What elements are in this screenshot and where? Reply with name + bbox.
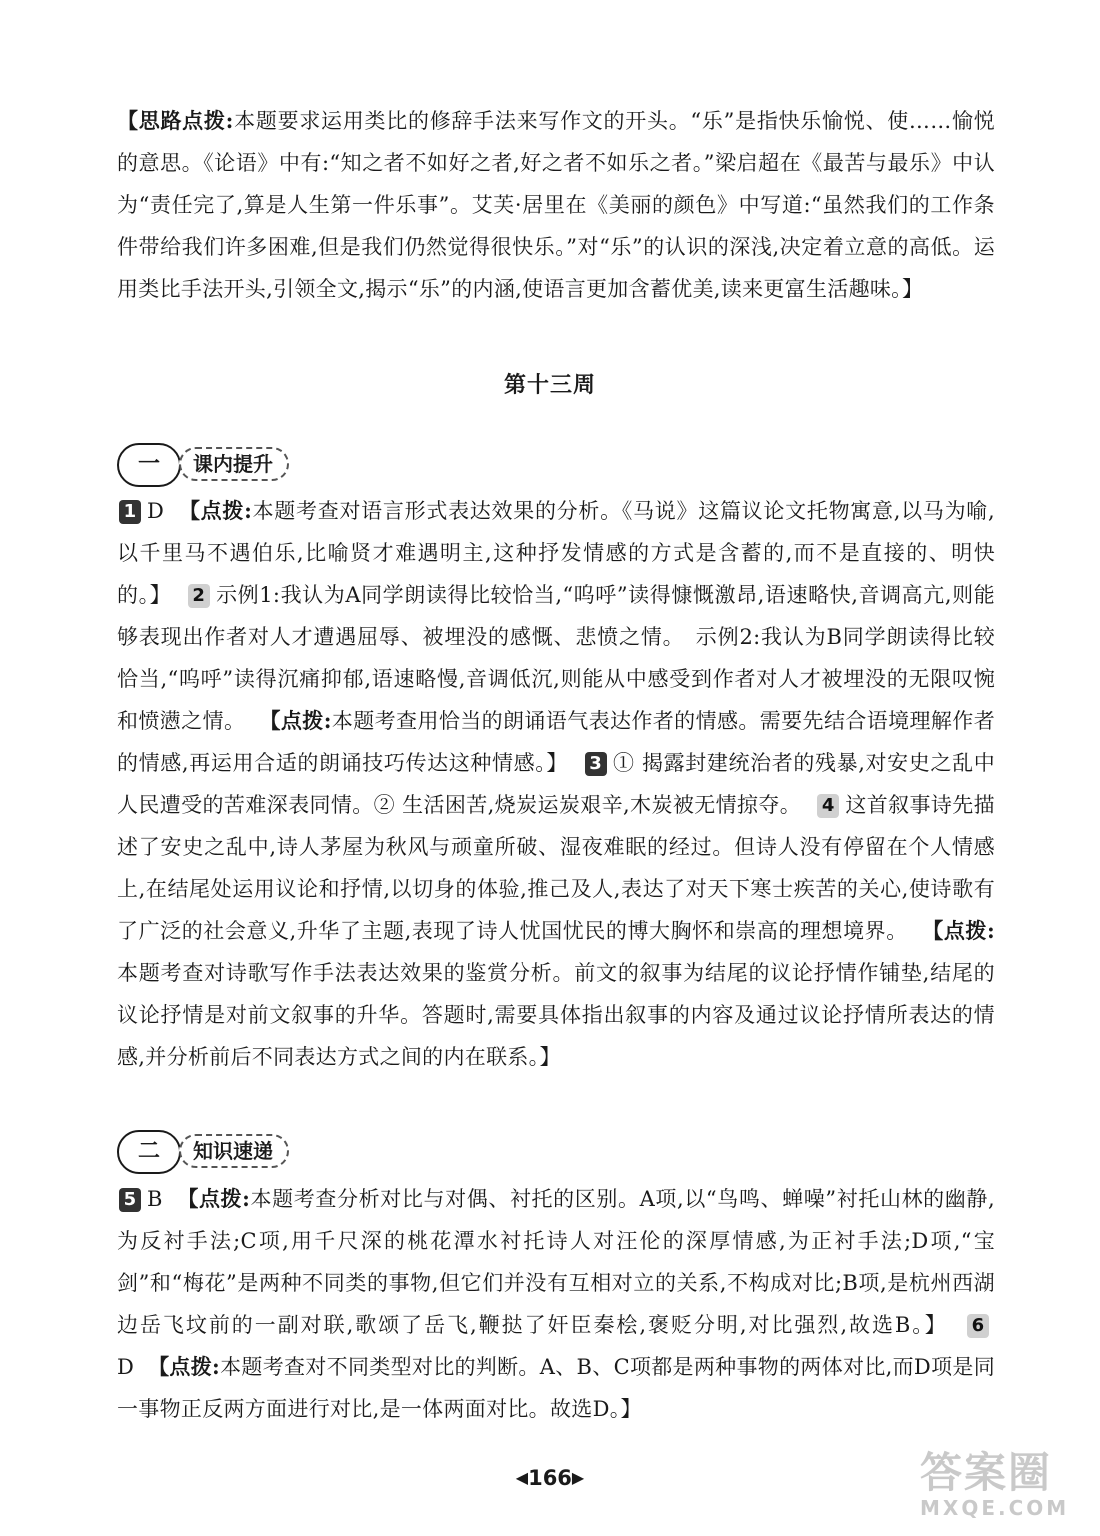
q6-tip-label: 【点拨: xyxy=(148,1354,221,1379)
left-triangle-icon: ◀ xyxy=(515,1468,529,1487)
intro-text: 本题要求运用类比的修辞手法来写作文的开头。“乐”是指快乐愉悦、使……愉悦的意思。《论语》中有:“知之者不如好之者,好之者不如乐之者。”梁启超在《最苦与最乐》中认为“责任完了,算是人生第一件乐事”。艾芙·居里在《美丽的颜色》中写道:“虽然我们的工作条件带给我们许多困难,但是我们仍然觉得很快乐。”对“乐”的认识的深浅,决定着立意的高低。运用类比手法开头,引领全文,揭示“乐”的内涵,使语言更加含蓄优美,读来更富生活趣味。】 xyxy=(117,109,995,301)
q4-tip-label: 【点拨: xyxy=(922,918,996,943)
watermark-logo xyxy=(920,1450,1090,1530)
q1-tip: 本题考查对语言形式表达效果的分析。《马说》这篇议论文托物寓意,以马为喻,以千里马不遇伯乐,比喻贤才难遇明主,这种抒发情感的方式是含蓄的,而不是直接的、明快的。】 xyxy=(117,499,995,607)
q1-tip-label: 【点拨: xyxy=(178,498,253,523)
week-title: 第十三周 xyxy=(503,372,596,398)
intro-label: 【思路点拨: xyxy=(117,108,234,133)
q4-tip: 本题考查对诗歌写作手法表达效果的鉴赏分析。前文的叙事为结尾的议论抒情作铺垫,结尾的议论抒情是对前文叙事的升华。答题时,需要具体指出叙事的内容及通过议论抒情所表达的情感,并分析前后不同表达方式之间的内在联系。】 xyxy=(117,961,995,1069)
q2-tip: 本题考查用恰当的朗诵语气表达作者的情感。需要先结合语境理解作者的情感,再运用合适的朗诵技巧传达这种情感。】 xyxy=(117,709,996,775)
q6-answer: D xyxy=(117,1355,135,1379)
question-6-badge: 6 xyxy=(967,1314,989,1338)
section-2-number: 二 xyxy=(117,1130,181,1174)
section-1-number: 一 xyxy=(117,443,181,487)
section-1-answers xyxy=(117,490,995,1078)
question-2-badge: 2 xyxy=(188,584,210,608)
question-4-badge: 4 xyxy=(817,794,839,818)
question-3-badge: 3 xyxy=(585,752,607,776)
watermark-text: 答案圈 xyxy=(920,1448,1053,1497)
page-number: 166 xyxy=(528,1466,572,1490)
question-1-badge: 1 xyxy=(119,500,141,524)
section-2-label: 知识速递 xyxy=(179,1134,289,1168)
section-1-label: 课内提升 xyxy=(179,447,289,481)
q1-answer: D xyxy=(147,499,165,523)
right-triangle-icon: ▶ xyxy=(571,1468,585,1487)
section-2-answers xyxy=(117,1178,995,1430)
q2-answer: 示例1:我认为A同学朗读得比较恰当,“呜呼”读得慷慨激昂,语速略快,音调高亢,则能够表现出作者对人才遭遇屈辱、被埋没的感慨、悲愤之情。 示例2:我认为B同学朗读得比较恰当,“呜呼”读得沉痛抑郁,语速略慢,音调低沉,则能从中感受到作者对人才被埋没的无限叹惋和愤懑之情。 xyxy=(117,583,996,733)
q3-answer: ① 揭露封建统治者的残暴,对安史之乱中人民遭受的苦难深表同情。② 生活困苦,烧炭运炭艰辛,木炭被无情掠夺。 xyxy=(117,751,995,817)
question-5-badge: 5 xyxy=(119,1188,141,1212)
q5-tip: 本题考查分析对比与对偶、衬托的区别。A项,以“鸟鸣、蝉噪”衬托山林的幽静,为反衬手法;C项,用千尺深的桃花潭水衬托诗人对汪伦的深厚情感,为正衬手法;D项,“宝剑”和“梅花”是两种不同类的事物,但它们并没有互相对立的关系,不构成对比;B项,是杭州西湖边岳飞坟前的一副对联,歌颂了岳飞,鞭挞了奸臣秦桧,褒贬分明,对比强烈,故选B。】 xyxy=(117,1187,996,1337)
q2-tip-label: 【点拨: xyxy=(259,708,332,733)
intro-paragraph xyxy=(117,100,995,310)
watermark-url: MXQE.COM xyxy=(920,1496,1070,1520)
q5-answer: B xyxy=(147,1187,163,1211)
q6-tip: 本题考查对不同类型对比的判断。A、B、C项都是两种事物的两体对比,而D项是同一事物正反两方面进行对比,是一体两面对比。故选D。】 xyxy=(117,1355,995,1421)
q5-tip-label: 【点拨: xyxy=(177,1186,251,1211)
q4-answer: 这首叙事诗先描述了安史之乱中,诗人茅屋为秋风与顽童所破、湿夜难眠的经过。但诗人没有停留在个人情感上,在结尾处运用议论和抒情,以切身的体验,推己及人,表达了对天下寒士疾苦的关心,使诗歌有了广泛的社会意义,升华了主题,表现了诗人忧国忧民的博大胸怀和崇高的理想境界。 xyxy=(117,793,995,943)
